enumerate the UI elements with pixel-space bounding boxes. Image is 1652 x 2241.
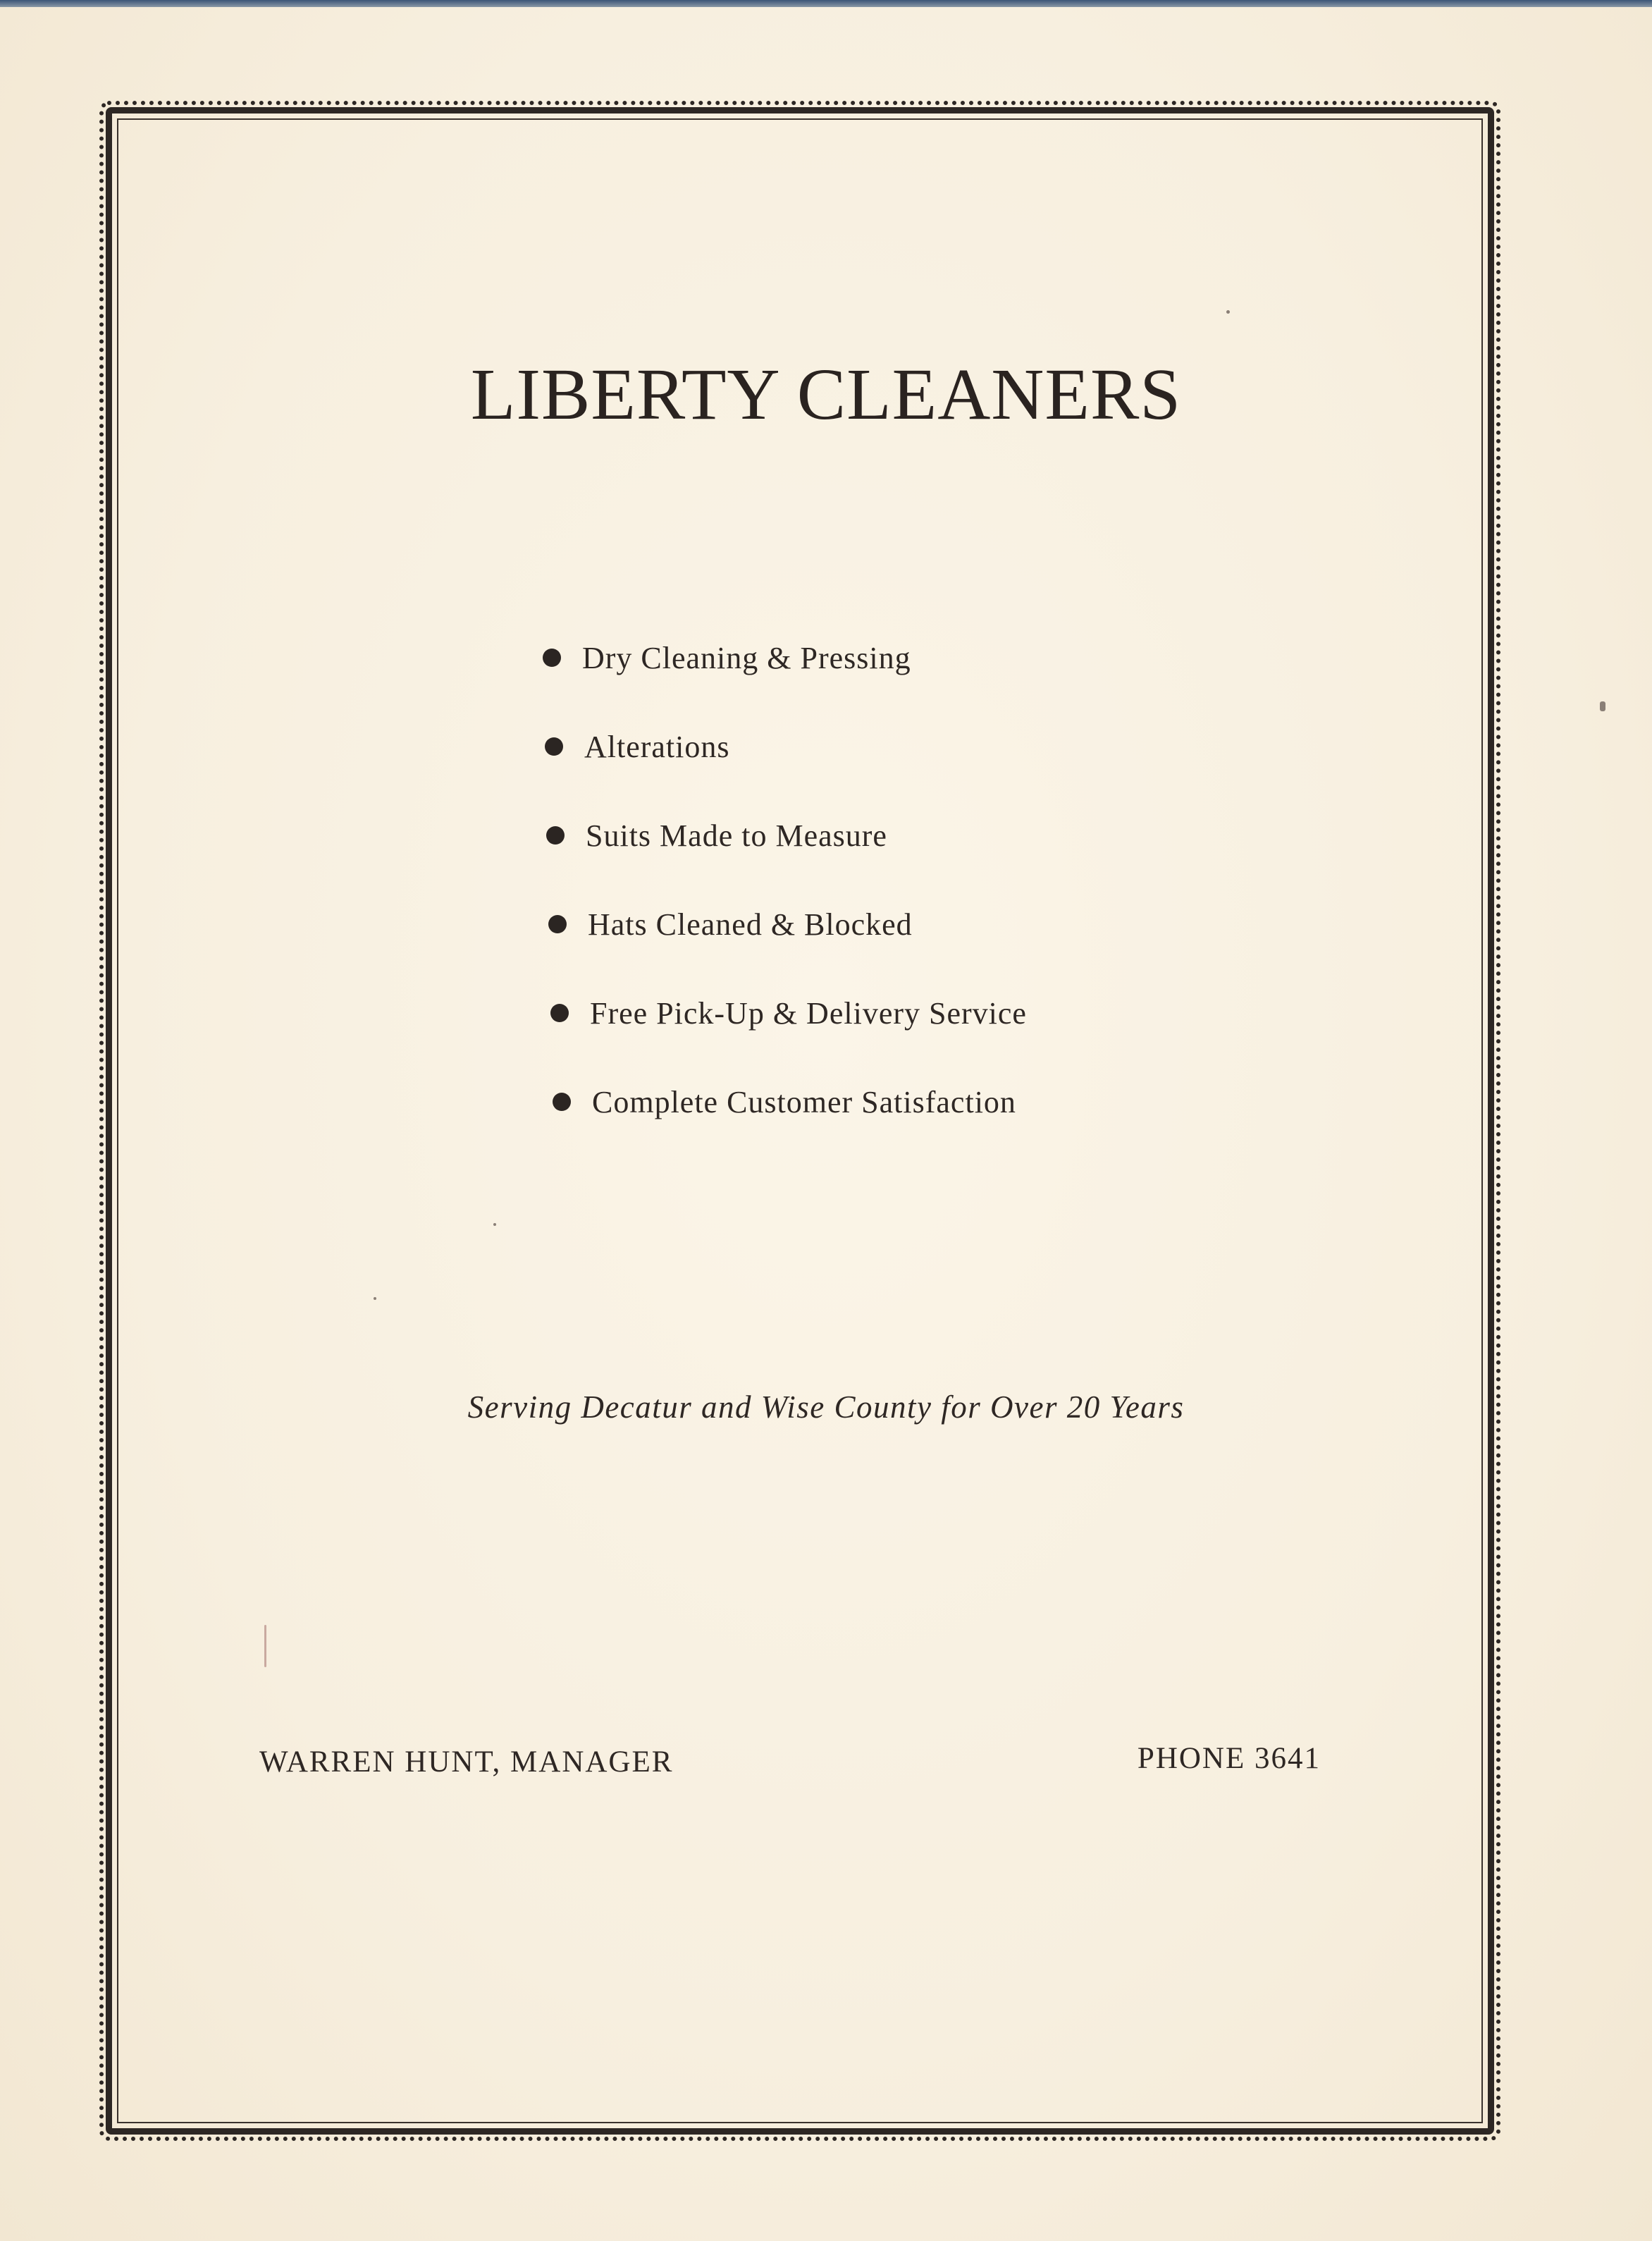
service-item [543, 969, 1247, 1057]
service-item [543, 791, 1247, 880]
service-item [543, 702, 1247, 791]
service-label: Complete Customer Satisfaction [592, 1084, 1016, 1119]
paper-speck [493, 1223, 496, 1226]
paper-speck [1226, 310, 1230, 314]
bullet-icon [548, 915, 567, 933]
bullet-icon [546, 826, 565, 845]
services-list [543, 613, 1247, 1146]
bullet-icon [545, 737, 563, 756]
paper-speck [1600, 701, 1605, 711]
bullet-icon [550, 1004, 569, 1022]
service-item [543, 1057, 1247, 1146]
business-title: LIBERTY CLEANERS [470, 354, 1182, 435]
service-label: Hats Cleaned & Blocked [588, 907, 913, 942]
phone-number: PHONE 3641 [1137, 1742, 1321, 1775]
service-label: Dry Cleaning & Pressing [582, 640, 911, 675]
service-item [543, 880, 1247, 969]
paper-speck [374, 1297, 376, 1300]
paper-speck [264, 1625, 266, 1667]
bullet-icon [553, 1093, 571, 1111]
manager-name: WARREN HUNT, MANAGER [259, 1745, 674, 1779]
service-label: Suits Made to Measure [586, 818, 887, 853]
bullet-icon [543, 649, 561, 667]
service-label: Alterations [584, 729, 730, 764]
tagline: Serving Decatur and Wise County for Over 20 Years [467, 1389, 1185, 1425]
service-label: Free Pick-Up & Delivery Service [590, 995, 1027, 1031]
service-item [543, 613, 1247, 702]
top-edge-strip [0, 0, 1652, 7]
